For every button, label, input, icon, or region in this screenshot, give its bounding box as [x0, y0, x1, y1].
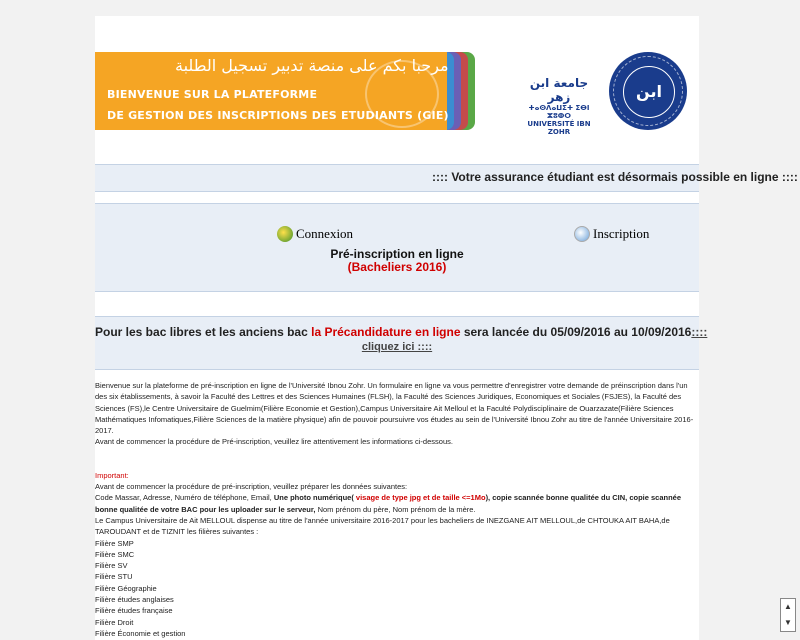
- connexion-icon: [277, 226, 293, 242]
- preinscription-title: Pré-inscription en ligne: [330, 247, 464, 261]
- photo-requirement: Une photo numérique(: [273, 493, 354, 503]
- banner-main-panel: [95, 52, 447, 130]
- scroll-up-icon[interactable]: ▲: [784, 602, 792, 611]
- announcement-link-prefix[interactable]: ::::: [691, 325, 708, 339]
- scan-requirement: ), copie scannée bonne qualitée du CIN, copie scannée bonne qualitée de votre BAC pour les uploader sur le serveur,: [95, 493, 682, 514]
- announcement-text-b: sera lancée du 05/09/2016 au 10/09/2016: [460, 325, 692, 339]
- inscription-link[interactable]: [574, 226, 649, 242]
- connexion-label: Connexion: [296, 226, 354, 241]
- page-container: [95, 16, 798, 640]
- preinscription-subtitle: (Bacheliers 2016): [347, 260, 447, 274]
- ticker-text: :::: Votre assurance étudiant est désormais possible en ligne ::::: [432, 170, 798, 184]
- university-name-french: UNIVERSITÉ IBN ZOHR: [527, 120, 591, 136]
- documents-list: Code Massar, Adresse, Numéro de téléphone, Email,: [95, 493, 274, 503]
- filiere-item: Filière Droit: [95, 617, 134, 627]
- announcement-text: [95, 325, 708, 339]
- filiere-item: Filière SMC: [95, 549, 135, 559]
- inscription-label: Inscription: [593, 226, 650, 241]
- welcome-banner: [95, 52, 475, 130]
- university-name-logo: [519, 76, 599, 136]
- filiere-item: Filière SV: [95, 561, 128, 571]
- filiere-item: Filière études anglaises: [95, 595, 174, 605]
- banner-title-line2: DE GESTION DES INSCRIPTIONS DES ETUDIANTS (GIE): [107, 109, 449, 122]
- parents-requirement: Nom prénom du père, Nom prénom de la mère.: [315, 504, 476, 514]
- university-seal-logo: [609, 52, 687, 151]
- documents-text: [95, 492, 699, 515]
- announcement-text-a: Pour les bac libres et les anciens bac: [95, 325, 312, 339]
- intro-paragraph: Bienvenue sur la plateforme de pré-inscription en ligne de l'Université Ibnou Zohr. Un formulaire en ligne va vous permettre d'enregistrer votre demande de préinscription dans l'un des six établissements, à savoir la Faculté des Lettres et des Sciences Humaines (FLSH), la Faculté des Sciences Juridiques, Economiques et Sociales (FSJES), la Faculté des Sciences (FS),le Centre Universitaire de Guelmim(Filière Economie et Gestion),Campus Universitaire Ait Melloul et la Faculté Polydisciplinaire de Ouarzazate(Filière Sciences Mathématiques Infomatiques,Filière Sciences de la matière physique) afin de pouvoir poursuivre vos études au sein de l'Université Ibnou Zohr au titre de l'année Universitaire 2016-2017.: [95, 381, 694, 436]
- university-name-arabic: جامعة ابن زهر: [529, 76, 589, 104]
- filiere-item: Filière études française: [95, 606, 173, 616]
- photo-spec: visage de type jpg et de taille <=1Mo: [353, 493, 486, 503]
- seal-emblem: ابن زهر: [623, 66, 675, 118]
- info-content: [95, 380, 699, 639]
- announcement-highlight: la Précandidature en ligne: [311, 325, 461, 339]
- news-ticker: [95, 164, 798, 192]
- filiere-item: Filière Géographie: [95, 583, 157, 593]
- campus-text: Le Campus Universitaire de Ait MELLOUL dispense au titre de l'année universitaire 2016-2017 pour les bacheliers de INEZGANE AIT MELLOUL,de CHTOUKA AIT BAHA,de TAROUDANT et de TIZNIT les filières suivantes :: [95, 515, 670, 537]
- scroll-arrows[interactable]: [780, 598, 796, 632]
- connexion-link[interactable]: [277, 226, 353, 242]
- login-panel: [95, 203, 699, 292]
- important-label: Important:: [95, 470, 129, 480]
- filiere-item: Filière Économie et gestion: [95, 628, 186, 638]
- filiere-item: Filière SMP: [95, 538, 134, 548]
- university-name-tifinagh: ⵜⴰⵙⴷⴰⵡⵉⵜ ⵉⴱⵏ ⵣⵓⵀⵔ: [528, 104, 590, 120]
- read-carefully-text: Avant de commencer la procédure de Pré-inscription, veuillez lire attentivement les informations ci-dessous.: [95, 437, 453, 447]
- inscription-icon: [574, 226, 590, 242]
- prepare-text: Avant de commencer la procédure de pré-inscription, veuillez préparer les données suivantes:: [95, 482, 408, 492]
- scroll-down-icon[interactable]: ▼: [784, 618, 792, 627]
- banner-arabic-title: مرحبا بكم على منصة تدبير تسجيل الطلبة: [175, 56, 449, 75]
- announcement-panel: [95, 316, 708, 370]
- click-here-link[interactable]: cliquez ici ::::: [361, 341, 433, 353]
- banner-title-line1: BIENVENUE SUR LA PLATEFORME: [107, 88, 318, 101]
- spacer: [95, 448, 699, 470]
- filiere-item: Filière STU: [95, 572, 133, 582]
